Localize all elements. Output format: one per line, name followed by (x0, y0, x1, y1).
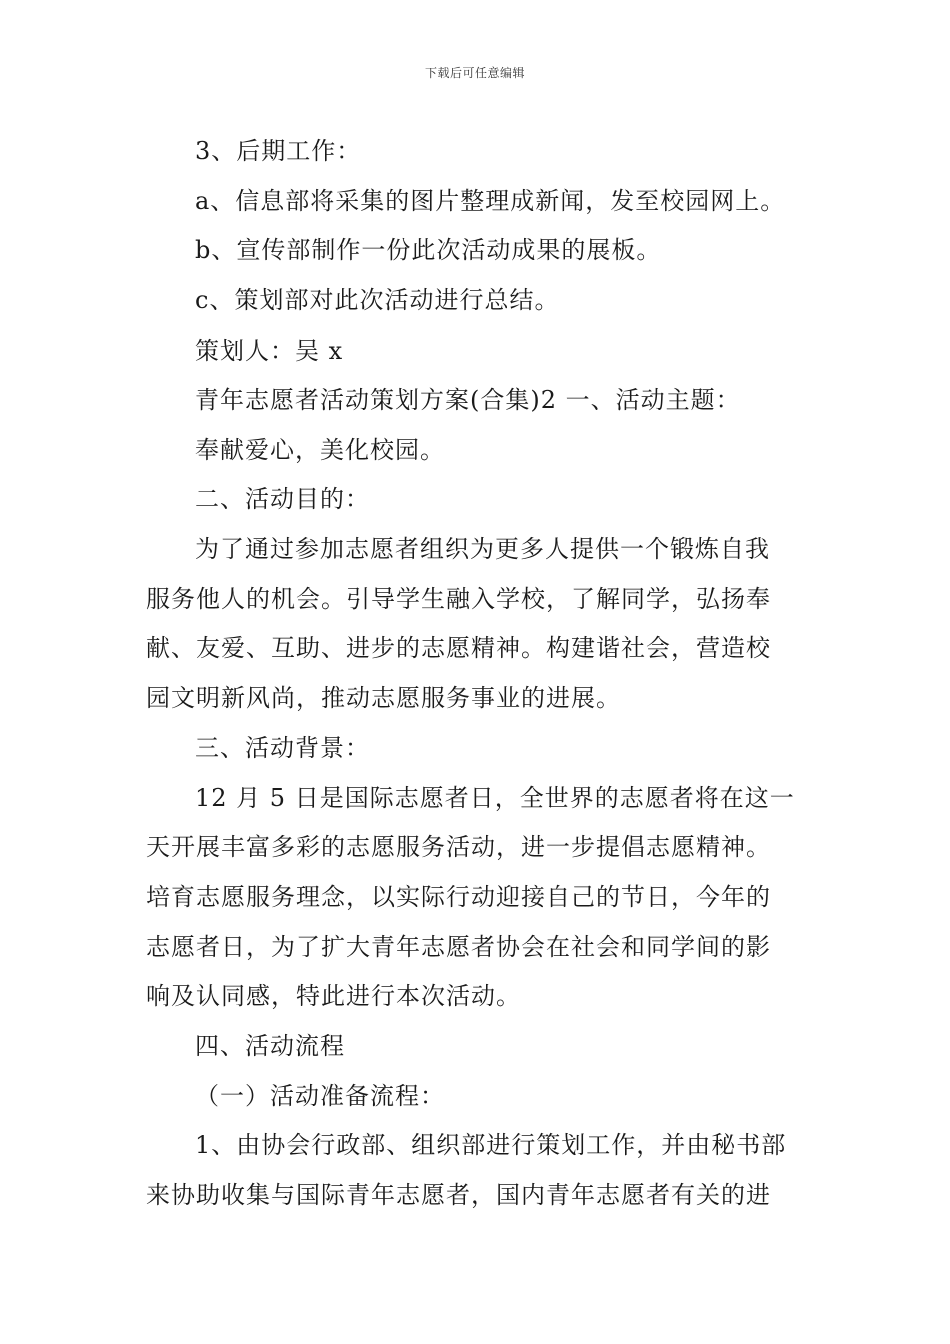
paragraph-line: 奉献爱心，美化校园。 (195, 436, 445, 464)
section-later-work-heading: 3、后期工作： (195, 137, 362, 165)
paragraph-line: 献、友爱、互助、进步的志愿精神。构建谐社会，营造校 (146, 634, 771, 662)
planner-line: 策划人：吴 x (195, 337, 344, 365)
paragraph-line: 天开展丰富多彩的志愿服务活动，进一步提倡志愿精神。 (146, 833, 771, 861)
plan-title-line: 青年志愿者活动策划方案(合集)2 一、活动主题： (195, 386, 741, 414)
paragraph-line: 1、由协会行政部、组织部进行策划工作，并由秘书部 (195, 1131, 787, 1159)
paragraph-line: 12 月 5 日是国际志愿者日，全世界的志愿者将在这一 (195, 784, 795, 812)
paragraph-line: 来协助收集与国际青年志愿者，国内青年志愿者有关的进 (146, 1181, 771, 1209)
paragraph-line: 园文明新风尚，推动志愿服务事业的进展。 (146, 684, 621, 712)
section-heading: 二、活动目的： (195, 485, 370, 513)
paragraph-line: 服务他人的机会。引导学生融入学校，了解同学，弘扬奉 (146, 585, 771, 613)
paragraph-line: a、信息部将采集的图片整理成新闻，发至校园网上。 (195, 187, 786, 215)
section-heading: 三、活动背景： (195, 734, 370, 762)
paragraph-line: 志愿者日，为了扩大青年志愿者协会在社会和同学间的影 (146, 933, 771, 961)
paragraph-line: c、策划部对此次活动进行总结。 (195, 286, 560, 314)
header-note: 下载后可任意编辑 (424, 66, 525, 80)
paragraph-line: 为了通过参加志愿者组织为更多人提供一个锻炼自我 (195, 535, 770, 563)
section-heading: 四、活动流程 (195, 1032, 345, 1060)
paragraph-line: b、宣传部制作一份此次活动成果的展板。 (195, 236, 662, 264)
paragraph-line: 响及认同感，特此进行本次活动。 (146, 982, 521, 1010)
subsection-heading: （一）活动准备流程： (195, 1082, 445, 1110)
paragraph-line: 培育志愿服务理念，以实际行动迎接自己的节日，今年的 (146, 883, 771, 911)
